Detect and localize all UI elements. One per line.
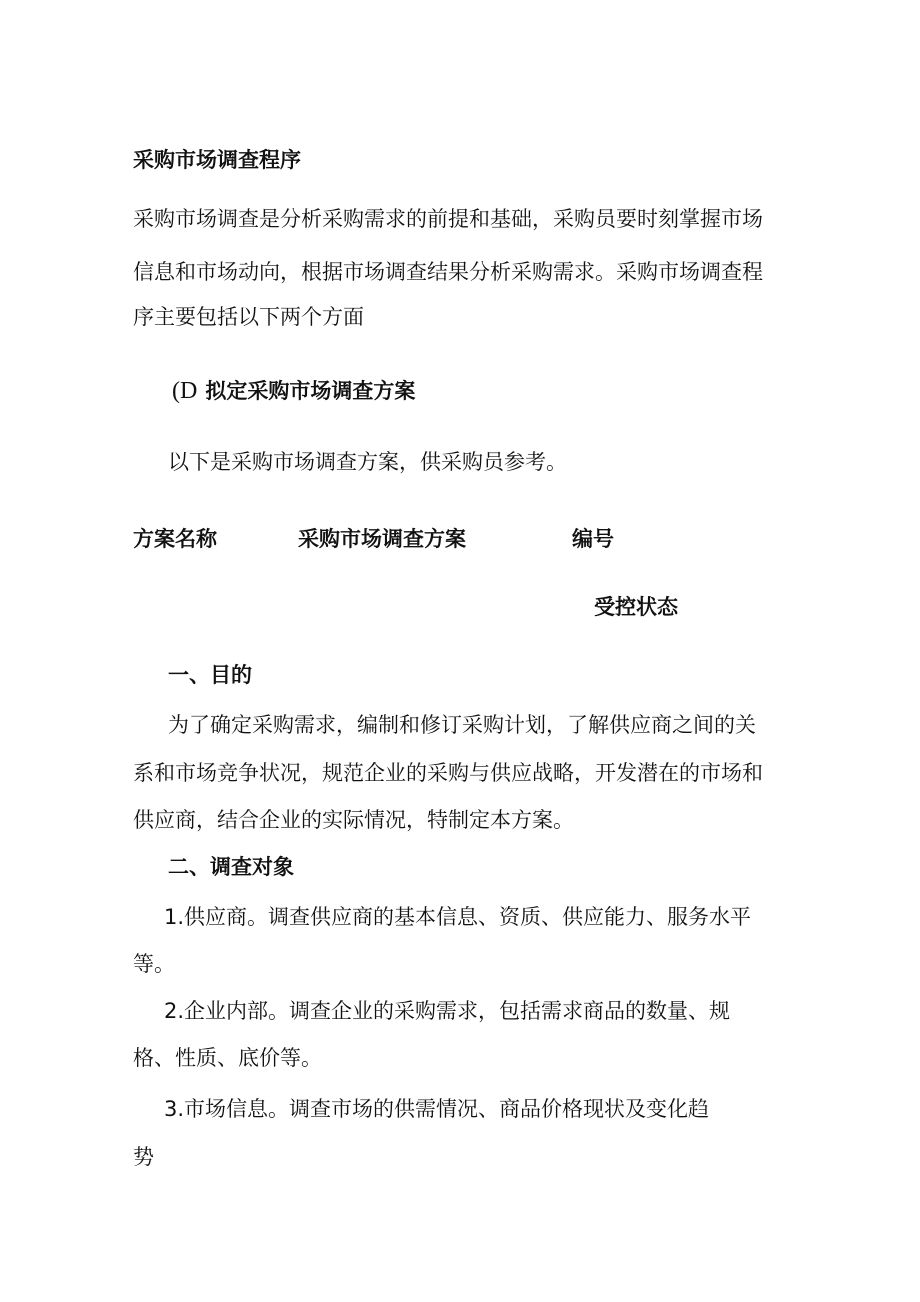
subjects-heading: 二、调查对象 xyxy=(168,855,294,879)
purpose-line-1: 为了确定采购需求，编制和修订采购计划，了解供应商之间的关 xyxy=(168,713,756,737)
page-title: 采购市场调查程序 xyxy=(133,148,301,172)
section-d-label: 拟定采购市场调查方案 xyxy=(205,379,416,403)
subject-item-1-number: 1. xyxy=(164,905,185,929)
purpose-line-2: 系和市场竞争状况，规范企业的采购与供应战略，开发潜在的市场和 xyxy=(133,761,763,785)
subject-item-1-text: 供应商。调查供应商的基本信息、资质、供应能力、服务水平 xyxy=(184,905,752,929)
plan-number-label: 编号 xyxy=(572,527,614,551)
subject-item-3-continuation: 势 xyxy=(133,1145,154,1169)
section-d-heading xyxy=(172,377,415,405)
reference-note: 以下是采购市场调查方案，供采购员参考。 xyxy=(168,450,567,474)
purpose-line-3: 供应商，结合企业的实际情况，特制定本方案。 xyxy=(133,808,574,832)
subject-item-3-text: 市场信息。调查市场的供需情况、商品价格现状及变化趋 xyxy=(184,1097,710,1121)
intro-line-2: 信息和市场动向，根据市场调查结果分析采购需求。采购市场调查程 xyxy=(133,260,763,284)
purpose-heading: 一、目的 xyxy=(168,663,252,687)
subject-item-2-continuation: 格、性质、底价等。 xyxy=(133,1046,322,1070)
plan-name-label: 方案名称 xyxy=(133,527,217,551)
subject-item-3 xyxy=(164,1095,709,1123)
intro-line-3: 序主要包括以下两个方面 xyxy=(133,305,364,329)
subject-item-1 xyxy=(164,903,751,931)
subject-item-2-number: 2. xyxy=(164,999,185,1023)
control-status-label: 受控状态 xyxy=(594,595,678,619)
intro-line-1: 采购市场调查是分析采购需求的前提和基础，采购员要时刻掌握市场 xyxy=(133,207,763,231)
subject-item-2 xyxy=(164,997,730,1025)
section-d-prefix: (D xyxy=(172,378,198,404)
plan-name-value: 采购市场调查方案 xyxy=(298,527,466,551)
subject-item-2-text: 企业内部。调查企业的采购需求，包括需求商品的数量、规 xyxy=(184,999,731,1023)
subject-item-1-continuation: 等。 xyxy=(133,952,175,976)
subject-item-3-number: 3. xyxy=(164,1097,185,1121)
